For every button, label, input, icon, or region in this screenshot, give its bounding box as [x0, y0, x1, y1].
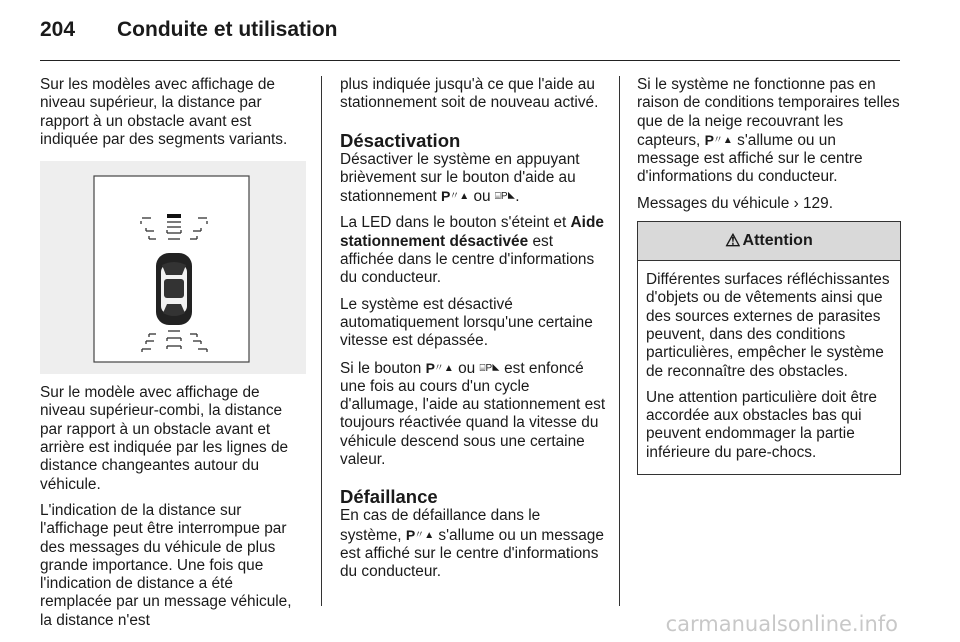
paragraph: Le système est désactivé automatiquement lorsqu'une certaine vitesse est dépassée.	[340, 295, 593, 350]
page-number: 204	[40, 18, 76, 41]
text: Désactiver le système en appuyant brièvement sur le bouton d'aide au stationnement	[340, 150, 580, 206]
parking-display-diagram	[40, 161, 306, 374]
park-assist-alt-icon: ⌸P◣	[494, 191, 516, 203]
park-assist-waves-icon: 〃▲	[414, 529, 435, 541]
text: .	[828, 194, 833, 212]
column-1	[40, 76, 306, 638]
park-assist-waves-icon: 〃▲	[712, 134, 733, 146]
text: ou	[473, 188, 491, 206]
paragraph: Sur le modèle avec affichage de niveau supérieur-combi, la distance par rapport à un obstacle avant et arrière est indiquée par les lignes de distance changeantes autour du véhicule.	[40, 384, 289, 493]
text: .	[515, 188, 520, 206]
cross-reference-label: Messages du véhicule	[637, 194, 790, 212]
text: ou	[458, 359, 476, 377]
park-assist-waves-icon: 〃▲	[449, 191, 470, 203]
header-rule	[40, 60, 900, 61]
column-divider	[619, 76, 620, 606]
text: La LED dans le bouton s'éteint et	[340, 214, 567, 232]
attention-body	[638, 261, 900, 474]
section-heading-desactivation: Désactivation	[340, 129, 461, 151]
park-assist-icon: P	[405, 526, 415, 543]
text: Si le système ne fonctionne pas en raison de conditions temporaires telles que de la neige recouvrant les capteurs,	[637, 76, 900, 149]
attention-title: Attention	[742, 231, 813, 249]
paragraph: Différentes surfaces réfléchissantes d'objets ou de vêtements ainsi que des sources externes de parasites peuvent, dans des conditions particulières, empêcher le système de reconnaître des obstacles.	[646, 271, 890, 380]
text: s'allume ou un message est affiché sur le centre d'informations du conducteur.	[637, 131, 863, 186]
text: Si le bouton	[340, 359, 422, 377]
column-divider	[321, 76, 322, 606]
attention-box	[637, 221, 901, 475]
reference-arrow-icon: ›	[793, 194, 799, 212]
attention-header	[638, 222, 900, 261]
park-assist-icon: P	[704, 131, 713, 148]
cross-reference-link[interactable]: 129	[803, 194, 829, 212]
page-title: Conduite et utilisation	[117, 18, 338, 41]
column-2	[340, 76, 606, 590]
text: En cas de défaillance dans le système,	[340, 507, 541, 544]
text: est enfoncé une fois au cours d'un cycle d'allumage, l'aide au stationnement est toujours réactivée quand la vitesse du véhicule descend sous une certaine valeur.	[340, 359, 606, 469]
paragraph: L'indication de la distance sur l'affichage peut être interrompue par des messages du véhicule de plus grande importance. Une fois que l'indication de distance a été remplacée par un message véhicule, la distance n'est	[40, 501, 292, 629]
paragraph: Sur les modèles avec affichage de niveau supérieur, la distance par rapport à un obstacle avant est indiquée par des segments variants.	[40, 76, 288, 148]
warning-icon: ⚠	[725, 230, 741, 250]
park-assist-waves-icon: 〃▲	[433, 362, 454, 374]
display-message: Aide stationnement désactivée	[340, 214, 604, 250]
park-assist-alt-icon: ⌸P◣	[479, 362, 500, 374]
paragraph: plus indiquée jusqu'à ce que l'aide au stationnement soit de nouveau activé.	[340, 76, 599, 112]
paragraph: Une attention particulière doit être accordée aux obstacles bas qui peuvent endommager la partie inférieure du pare-chocs.	[646, 388, 877, 461]
text: s'allume ou un message est affiché sur le centre d'informations du conducteur.	[340, 526, 604, 581]
text: est affichée dans le centre d'informations du conducteur.	[340, 232, 595, 287]
parking-diagram-svg	[40, 161, 306, 374]
section-heading-defaillance: Défaillance	[340, 486, 438, 508]
watermark: carmanualsonline.info	[665, 612, 898, 636]
park-assist-icon: P	[440, 188, 450, 205]
park-assist-icon: P	[425, 359, 434, 376]
column-3	[637, 76, 901, 475]
